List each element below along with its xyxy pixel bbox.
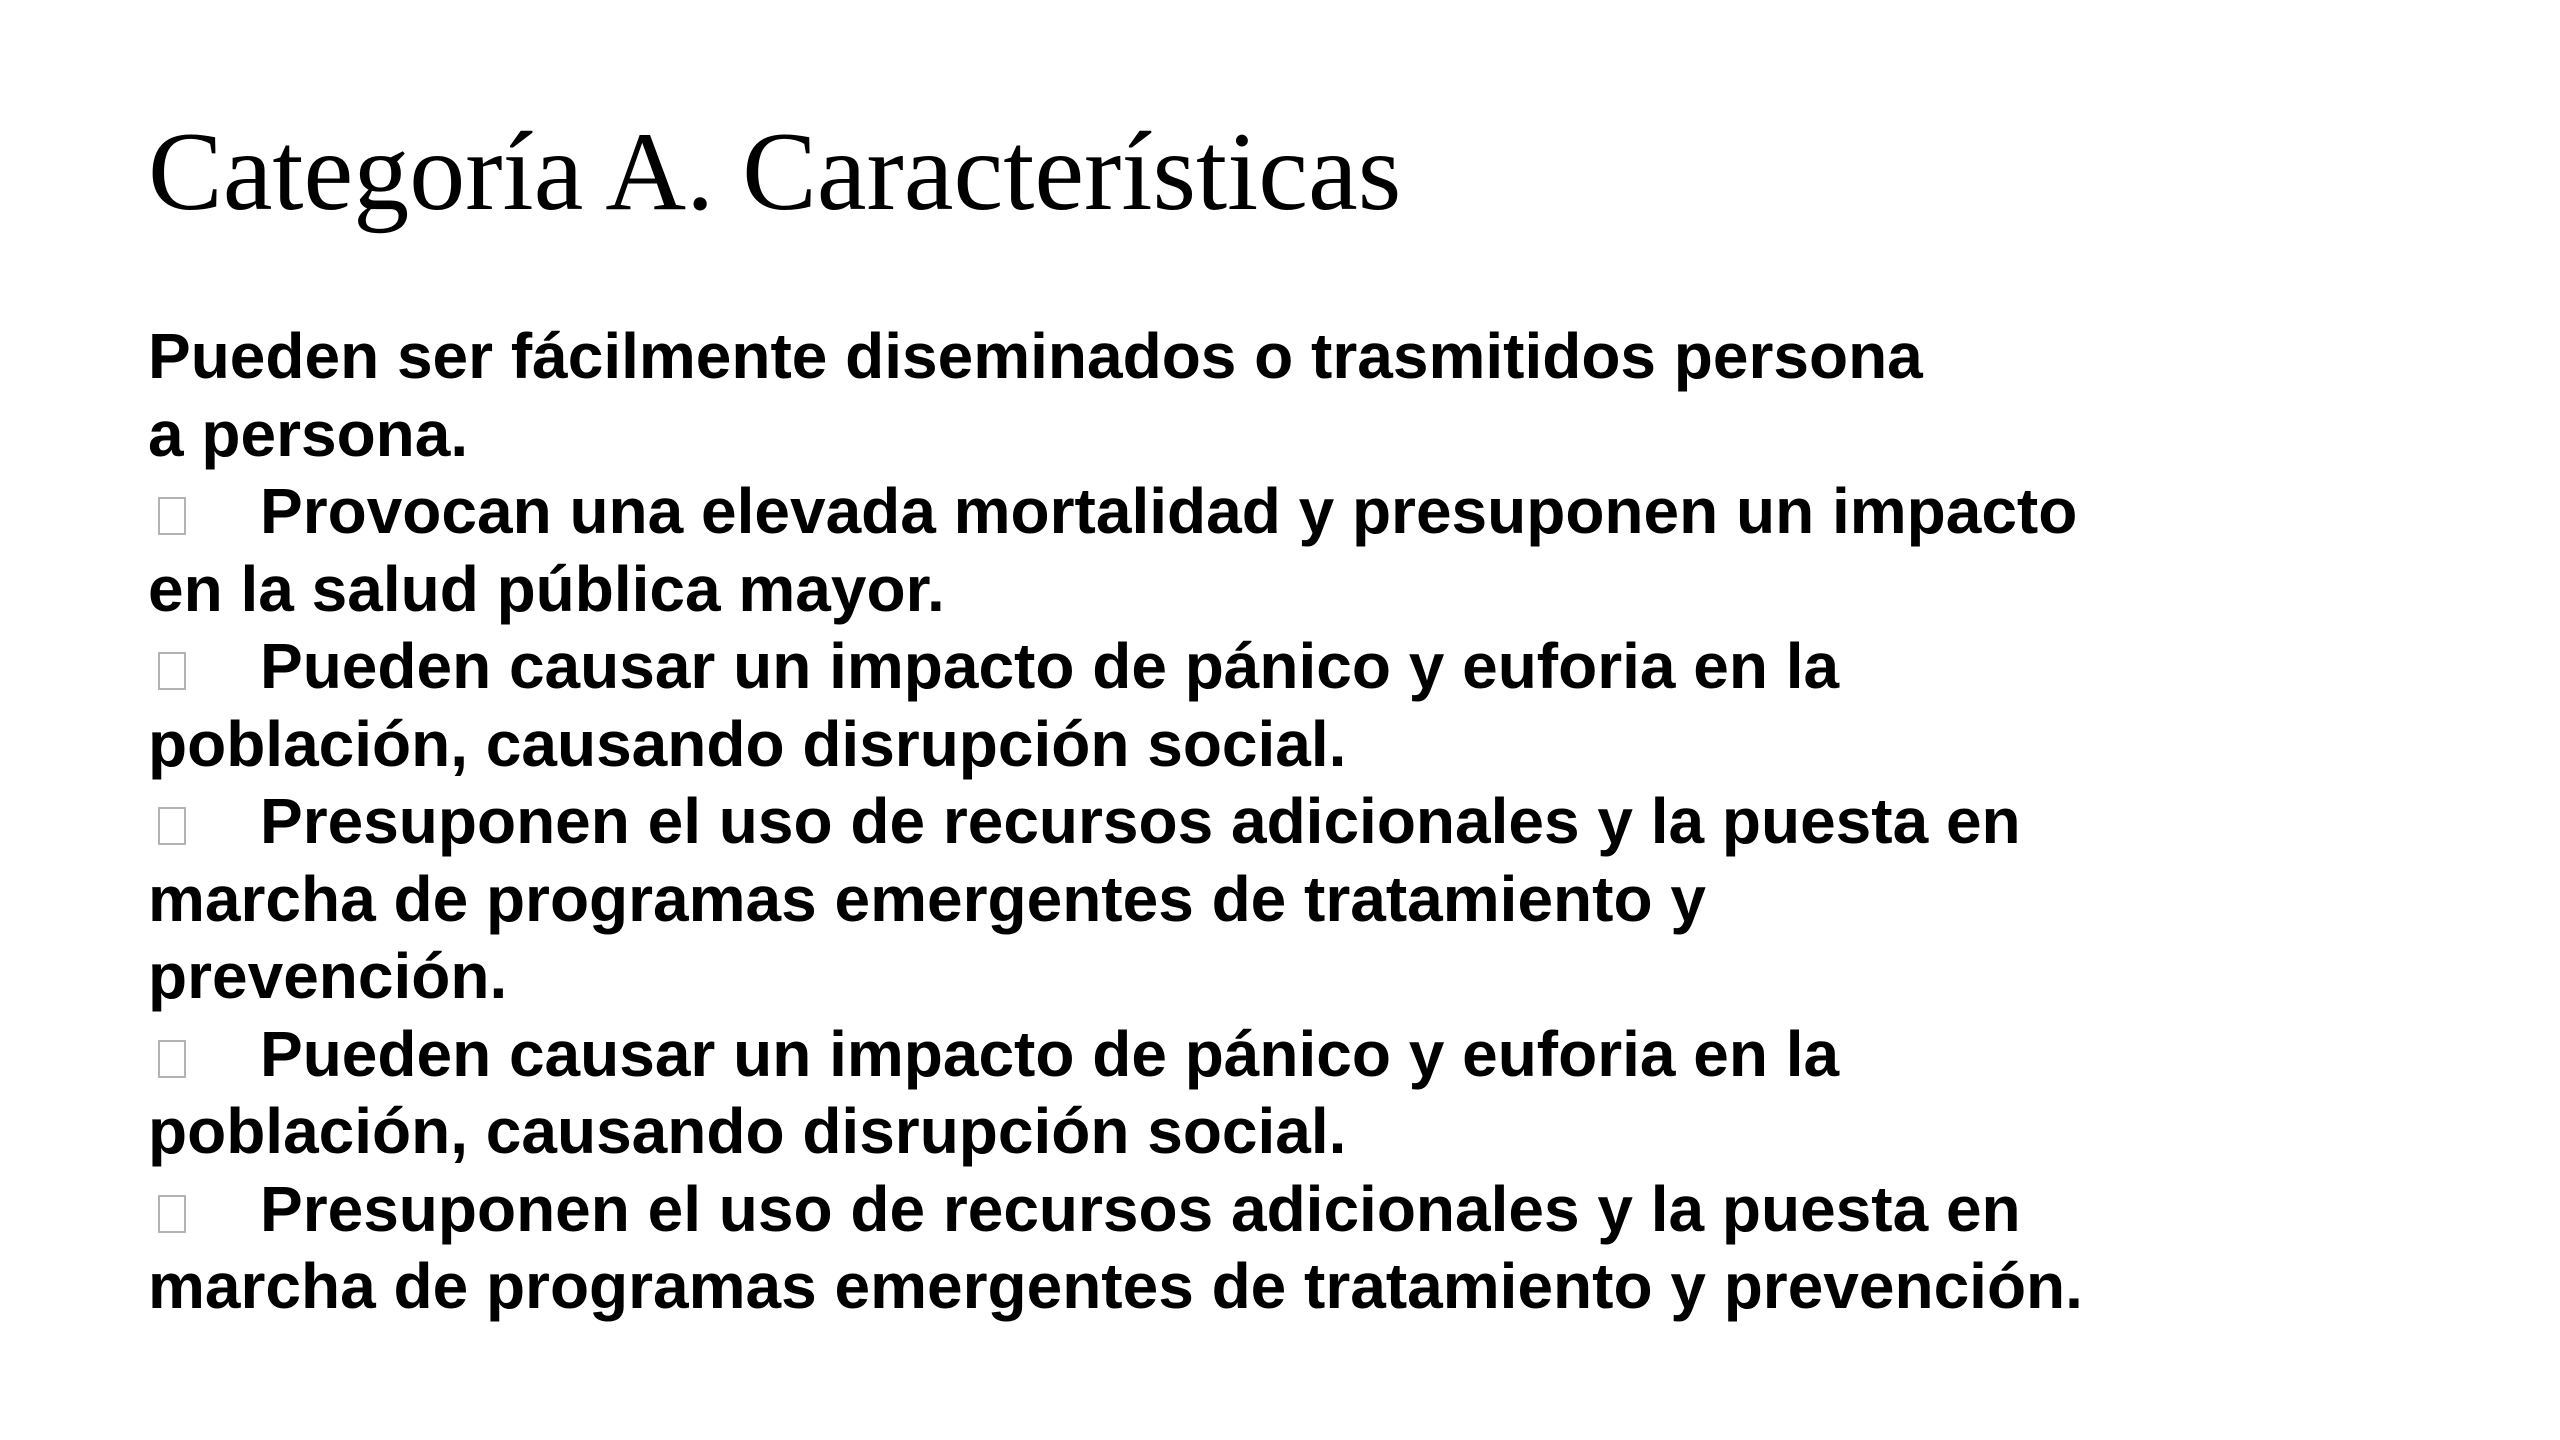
slide-body	[148, 318, 2448, 1326]
body-line-text: Presuponen el uso de recursos adicionales y la puesta en	[260, 1172, 2021, 1245]
bullet-line	[148, 473, 2448, 551]
body-line	[148, 396, 2448, 474]
body-line-text: a persona.	[148, 397, 469, 470]
body-line-text: en la salud pública mayor.	[148, 552, 945, 625]
body-line	[148, 1248, 2448, 1326]
body-line-text: marcha de programas emergentes de tratamiento y	[148, 862, 1706, 935]
body-line-text: Pueden ser fácilmente diseminados o trasmitidos persona	[148, 320, 1923, 392]
body-line-text: Provocan una elevada mortalidad y presuponen un impacto	[260, 475, 2078, 547]
body-line-text: población, causando disrupción social.	[148, 707, 1347, 780]
body-line	[148, 938, 2448, 1016]
body-line-text: Pueden causar un impacto de pánico y euforia en la	[260, 630, 1840, 702]
bullet-line	[148, 783, 2448, 861]
missing-glyph-box-icon	[158, 807, 186, 845]
missing-glyph-box-icon	[158, 652, 186, 690]
slide-title: Categoría A. Características	[148, 110, 1402, 234]
body-line	[148, 861, 2448, 939]
body-line	[148, 551, 2448, 629]
body-line-text: población, causando disrupción social.	[148, 1095, 1347, 1167]
body-line-text: prevención.	[148, 940, 508, 1012]
missing-glyph-box-icon	[158, 1040, 186, 1078]
bullet-line	[148, 628, 2448, 706]
body-line-text: Presuponen el uso de recursos adicionales y la puesta en	[260, 785, 2021, 857]
bullet-line	[148, 1171, 2448, 1249]
body-line-text: Pueden causar un impacto de pánico y euforia en la	[260, 1017, 1840, 1090]
missing-glyph-box-icon	[158, 497, 186, 535]
body-line	[148, 706, 2448, 784]
body-line	[148, 318, 2448, 396]
body-line-text: marcha de programas emergentes de tratamiento y prevención.	[148, 1250, 2083, 1322]
body-line	[148, 1093, 2448, 1171]
bullet-line	[148, 1016, 2448, 1094]
missing-glyph-box-icon	[158, 1195, 186, 1233]
